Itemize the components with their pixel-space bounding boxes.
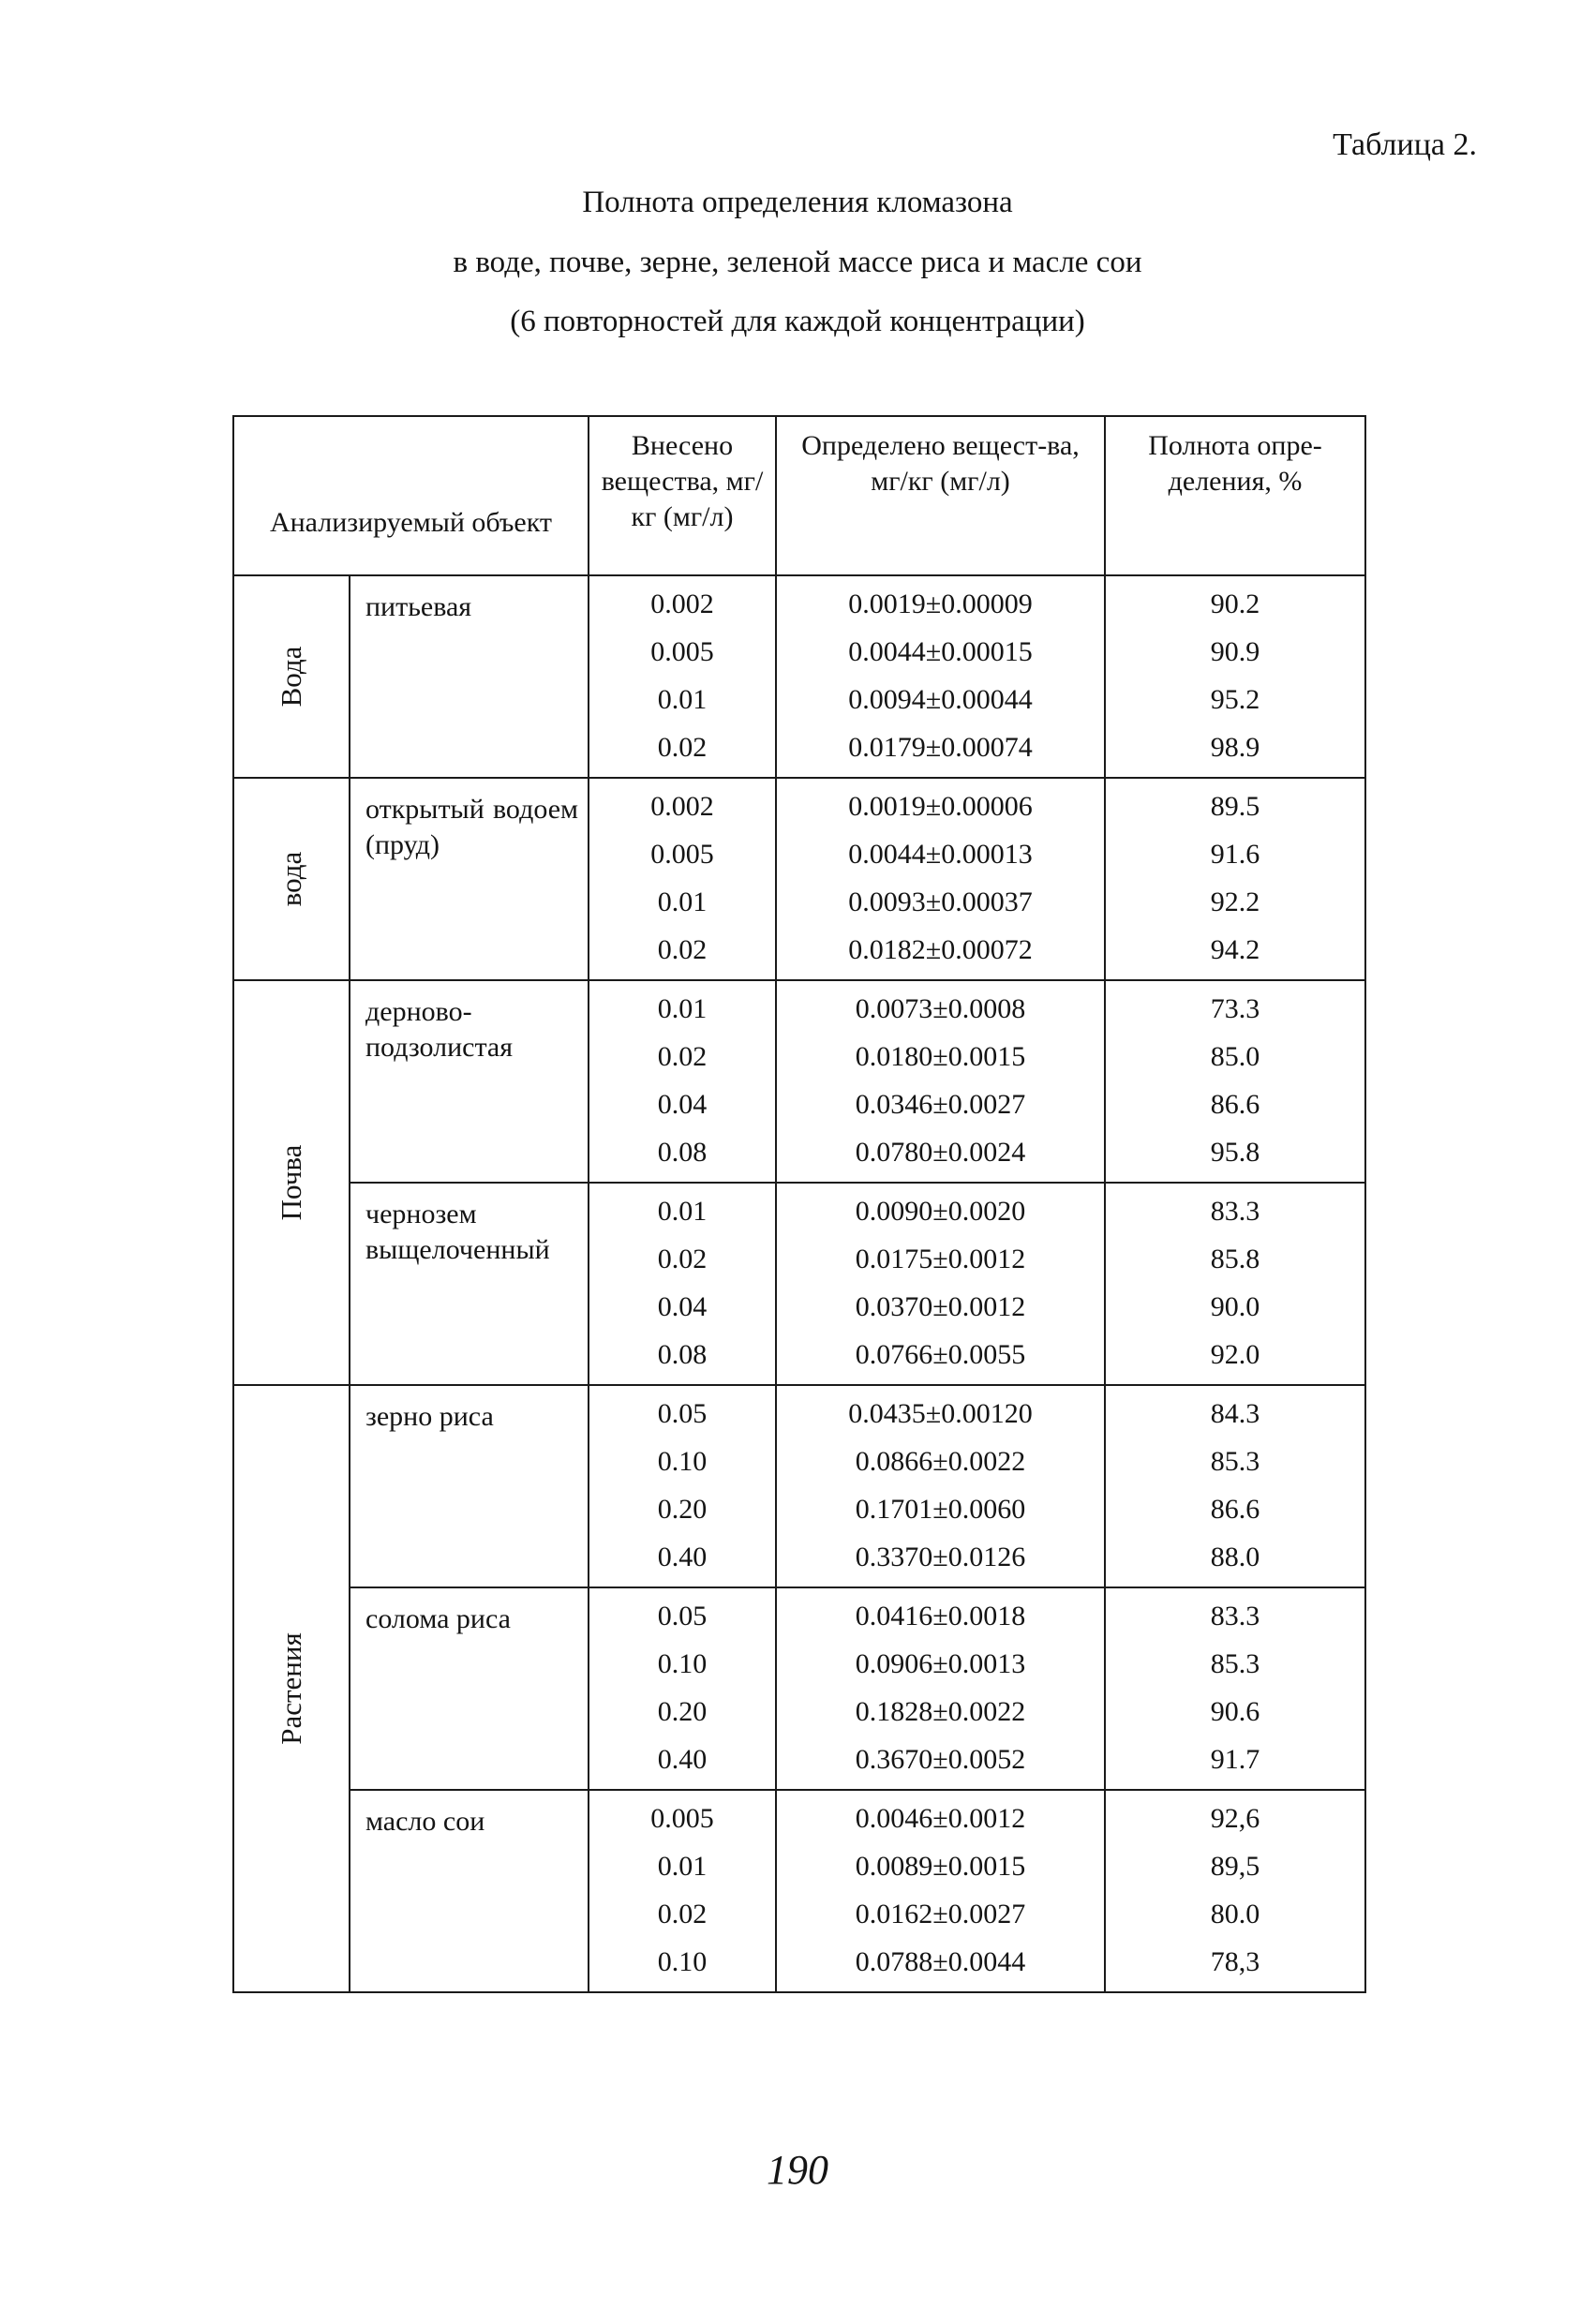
- determined-value: 0.0346±0.0027: [855, 1089, 1026, 1120]
- completeness-value: 94.2: [1210, 934, 1260, 965]
- object-name: зерно риса: [350, 1385, 589, 1587]
- added-values: [589, 1587, 776, 1790]
- completeness-value: 91.6: [1210, 839, 1260, 870]
- completeness-values: [1105, 1587, 1365, 1790]
- determined-value: 0.0089±0.0015: [855, 1851, 1026, 1882]
- completeness-value: 85.0: [1210, 1041, 1260, 1072]
- category-label: Почва: [275, 1144, 307, 1221]
- determined-value: 0.0182±0.00072: [848, 934, 1033, 965]
- completeness-value: 78,3: [1210, 1946, 1260, 1977]
- results-table: [232, 415, 1366, 1993]
- determined-value: 0.0435±0.00120: [848, 1398, 1033, 1429]
- added-value: 0.01: [657, 886, 708, 917]
- determined-value: 0.1701±0.0060: [855, 1494, 1026, 1525]
- completeness-value: 83.3: [1210, 1196, 1260, 1227]
- determined-value: 0.3670±0.0052: [855, 1744, 1026, 1775]
- header-added: Внесено вещества, мг/кг (мг/л): [589, 416, 776, 575]
- determined-values: [776, 1385, 1105, 1587]
- completeness-value: 73.3: [1210, 993, 1260, 1024]
- added-values: [589, 575, 776, 778]
- determined-value: 0.0162±0.0027: [855, 1899, 1026, 1929]
- determined-value: 0.0044±0.00013: [848, 839, 1033, 870]
- added-values: [589, 1183, 776, 1385]
- completeness-value: 98.9: [1210, 732, 1260, 763]
- table-row: [233, 1183, 1365, 1385]
- table-row: [233, 1790, 1365, 1992]
- added-value: 0.002: [650, 791, 714, 822]
- category-cell: [233, 980, 350, 1385]
- category-cell: [233, 1385, 350, 1992]
- added-values: [589, 980, 776, 1183]
- added-value: 0.05: [657, 1601, 708, 1631]
- determined-value: 0.0906±0.0013: [855, 1648, 1026, 1679]
- determined-values: [776, 1790, 1105, 1992]
- category-label: Вода: [275, 646, 307, 708]
- added-value: 0.10: [657, 1946, 708, 1977]
- completeness-values: [1105, 1385, 1365, 1587]
- determined-value: 0.0044±0.00015: [848, 636, 1033, 667]
- completeness-value: 92.2: [1210, 886, 1260, 917]
- header-row: [233, 416, 1365, 575]
- completeness-value: 95.8: [1210, 1137, 1260, 1168]
- table-label: Таблица 2.: [1333, 127, 1477, 162]
- added-values: [589, 1385, 776, 1587]
- added-value: 0.08: [657, 1339, 708, 1370]
- object-name: чернозем выщелоченный: [350, 1183, 589, 1385]
- determined-value: 0.0866±0.0022: [855, 1446, 1026, 1477]
- added-value: 0.01: [657, 1196, 708, 1227]
- added-value: 0.04: [657, 1089, 708, 1120]
- added-value: 0.005: [650, 1803, 714, 1834]
- determined-value: 0.0019±0.00009: [848, 588, 1033, 619]
- completeness-value: 90.6: [1210, 1696, 1260, 1727]
- completeness-value: 92.0: [1210, 1339, 1260, 1370]
- category-cell: [233, 575, 350, 778]
- completeness-value: 92,6: [1210, 1803, 1260, 1834]
- added-value: 0.20: [657, 1494, 708, 1525]
- completeness-values: [1105, 575, 1365, 778]
- completeness-values: [1105, 1183, 1365, 1385]
- header-determined: Определено вещест-ва, мг/кг (мг/л): [776, 416, 1105, 575]
- added-value: 0.005: [650, 839, 714, 870]
- completeness-value: 89,5: [1210, 1851, 1260, 1882]
- added-value: 0.40: [657, 1542, 708, 1572]
- completeness-value: 90.2: [1210, 588, 1260, 619]
- completeness-value: 84.3: [1210, 1398, 1260, 1429]
- determined-value: 0.0416±0.0018: [855, 1601, 1026, 1631]
- completeness-value: 91.7: [1210, 1744, 1260, 1775]
- added-value: 0.02: [657, 732, 708, 763]
- added-value: 0.05: [657, 1398, 708, 1429]
- added-value: 0.10: [657, 1446, 708, 1477]
- object-name: масло сои: [350, 1790, 589, 1992]
- completeness-value: 95.2: [1210, 684, 1260, 715]
- added-value: 0.02: [657, 1041, 708, 1072]
- completeness-value: 90.0: [1210, 1291, 1260, 1322]
- added-value: 0.40: [657, 1744, 708, 1775]
- table-title-line-1: Полнота определения кломазона: [582, 186, 1013, 219]
- page-number: 190: [767, 2147, 828, 2193]
- added-value: 0.01: [657, 993, 708, 1024]
- completeness-values: [1105, 1790, 1365, 1992]
- added-value: 0.01: [657, 684, 708, 715]
- header-object: Анализируемый объект: [233, 416, 589, 575]
- completeness-values: [1105, 778, 1365, 980]
- category-label: Растения: [275, 1632, 307, 1745]
- object-name: дерново-подзолистая: [350, 980, 589, 1183]
- object-name: солома риса: [350, 1587, 589, 1790]
- category-cell: [233, 778, 350, 980]
- added-values: [589, 778, 776, 980]
- determined-value: 0.0179±0.00074: [848, 732, 1033, 763]
- determined-value: 0.0094±0.00044: [848, 684, 1033, 715]
- determined-value: 0.0788±0.0044: [855, 1946, 1026, 1977]
- added-value: 0.002: [650, 588, 714, 619]
- added-value: 0.10: [657, 1648, 708, 1679]
- added-value: 0.02: [657, 1244, 708, 1274]
- determined-value: 0.0019±0.00006: [848, 791, 1033, 822]
- determined-values: [776, 1183, 1105, 1385]
- completeness-value: 85.8: [1210, 1244, 1260, 1274]
- table-row: [233, 980, 1365, 1183]
- completeness-value: 80.0: [1210, 1899, 1260, 1929]
- completeness-value: 86.6: [1210, 1494, 1260, 1525]
- added-value: 0.005: [650, 636, 714, 667]
- completeness-value: 83.3: [1210, 1601, 1260, 1631]
- completeness-values: [1105, 980, 1365, 1183]
- added-values: [589, 1790, 776, 1992]
- added-value: 0.20: [657, 1696, 708, 1727]
- determined-value: 0.0175±0.0012: [855, 1244, 1026, 1274]
- determined-value: 0.0780±0.0024: [855, 1137, 1026, 1168]
- determined-values: [776, 778, 1105, 980]
- table-row: [233, 575, 1365, 778]
- added-value: 0.01: [657, 1851, 708, 1882]
- table-title-line-3: (6 повторностей для каждой концентрации): [510, 305, 1085, 338]
- determined-value: 0.0073±0.0008: [855, 993, 1026, 1024]
- determined-value: 0.0046±0.0012: [855, 1803, 1026, 1834]
- completeness-value: 85.3: [1210, 1446, 1260, 1477]
- completeness-value: 88.0: [1210, 1542, 1260, 1572]
- determined-value: 0.0370±0.0012: [855, 1291, 1026, 1322]
- table-row: [233, 1385, 1365, 1587]
- category-label: вода: [275, 851, 307, 907]
- completeness-value: 89.5: [1210, 791, 1260, 822]
- added-value: 0.02: [657, 1899, 708, 1929]
- determined-value: 0.1828±0.0022: [855, 1696, 1026, 1727]
- table-row: [233, 778, 1365, 980]
- determined-values: [776, 980, 1105, 1183]
- added-value: 0.08: [657, 1137, 708, 1168]
- object-name: питьевая: [350, 575, 589, 778]
- determined-value: 0.0093±0.00037: [848, 886, 1033, 917]
- completeness-value: 85.3: [1210, 1648, 1260, 1679]
- table-row: [233, 1587, 1365, 1790]
- added-value: 0.02: [657, 934, 708, 965]
- determined-value: 0.0090±0.0020: [855, 1196, 1026, 1227]
- determined-values: [776, 575, 1105, 778]
- table-title-line-2: в воде, почве, зерне, зеленой массе риса и масле сои: [453, 246, 1142, 279]
- determined-value: 0.0766±0.0055: [855, 1339, 1026, 1370]
- completeness-value: 86.6: [1210, 1089, 1260, 1120]
- determined-value: 0.3370±0.0126: [855, 1542, 1026, 1572]
- determined-values: [776, 1587, 1105, 1790]
- determined-value: 0.0180±0.0015: [855, 1041, 1026, 1072]
- added-value: 0.04: [657, 1291, 708, 1322]
- object-name: открытый водоем (пруд): [350, 778, 589, 980]
- completeness-value: 90.9: [1210, 636, 1260, 667]
- header-completeness: Полнота опре-деления, %: [1105, 416, 1365, 575]
